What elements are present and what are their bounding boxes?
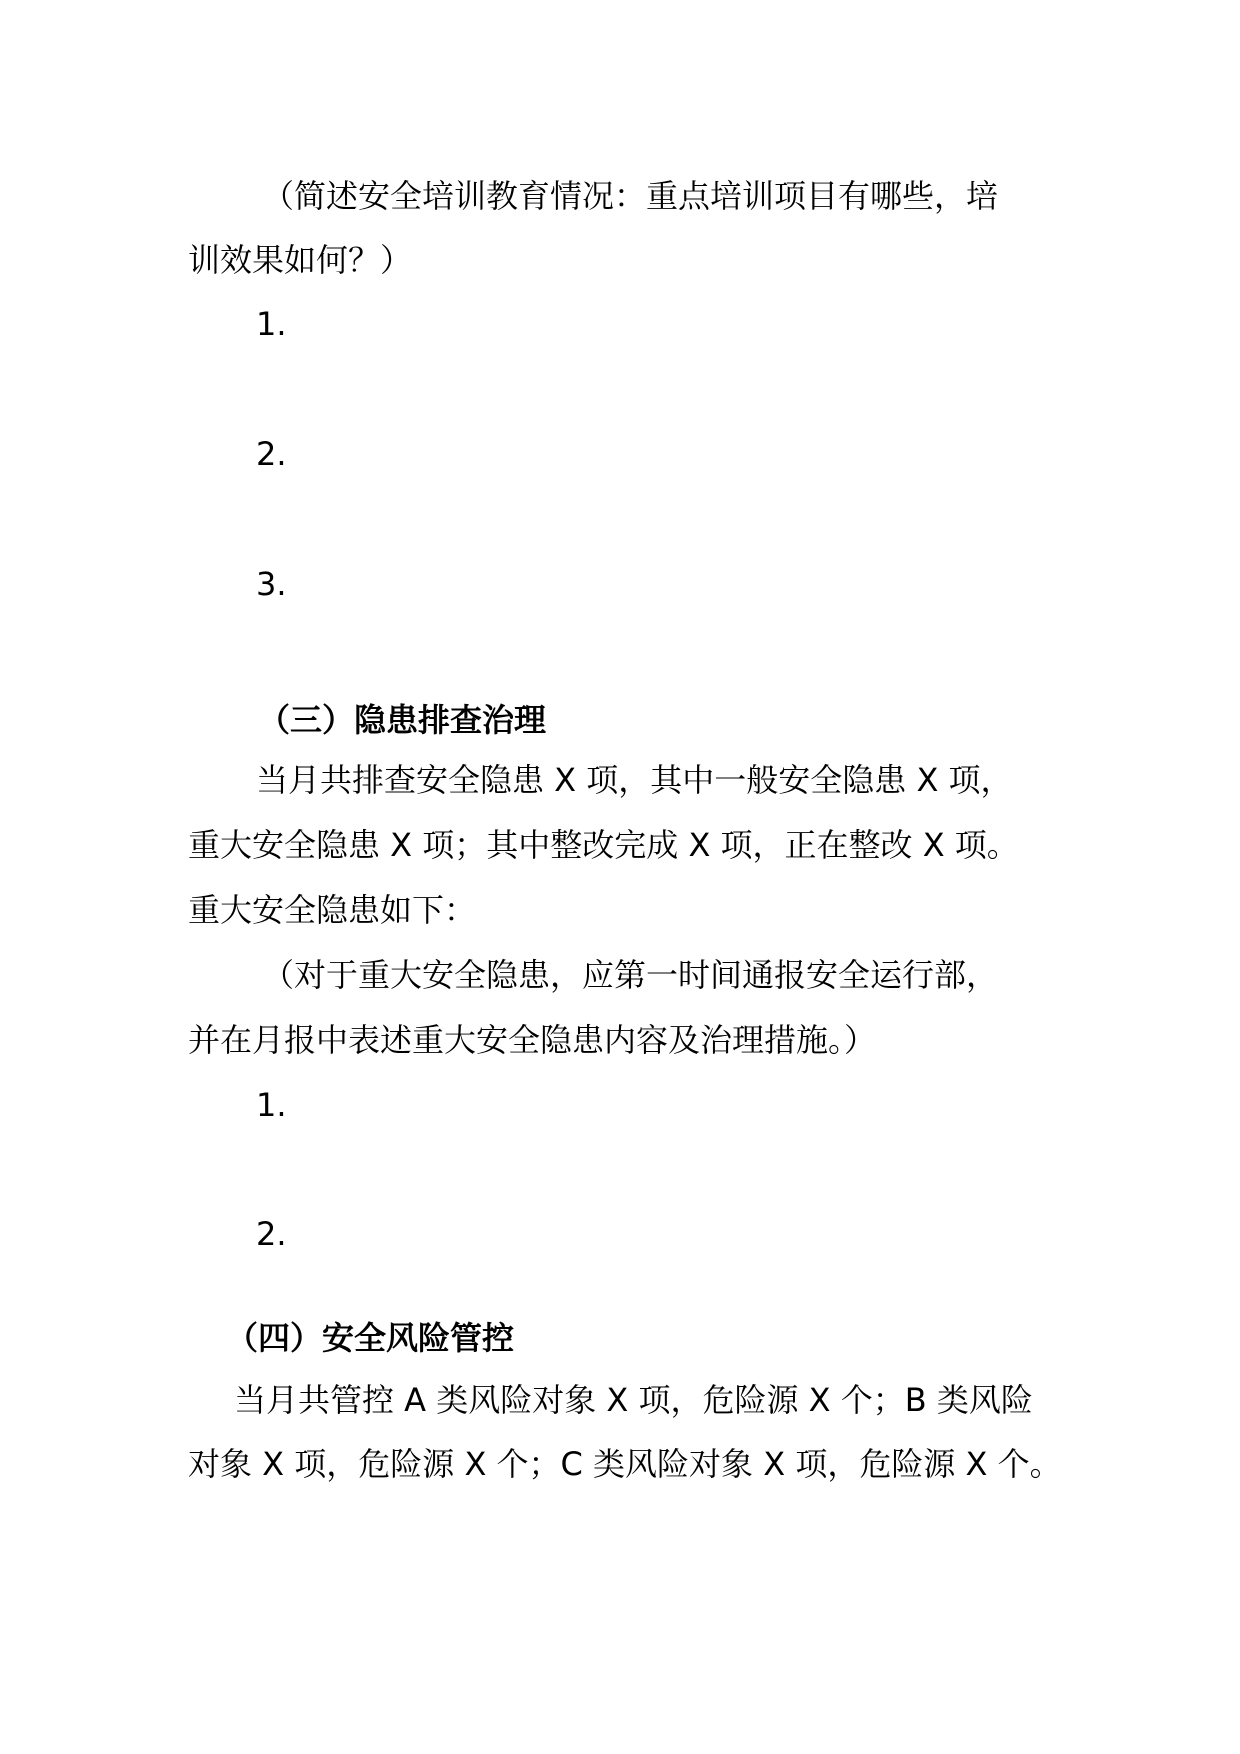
training-item-3: 3. — [256, 565, 287, 603]
risk-paragraph-line-1: 当月共管控 A 类风险对象 X 项，危险源 X 个；B 类风险 — [234, 1381, 1033, 1419]
hazards-heading: （三）隐患排查治理 — [258, 701, 547, 739]
risk-heading: （四）安全风险管控 — [226, 1319, 515, 1357]
training-item-2: 2. — [256, 435, 287, 473]
risk-paragraph-line-2: 对象 X 项，危险源 X 个；C 类风险对象 X 项，危险源 X 个。 — [188, 1445, 1062, 1483]
training-note-line-2: 训效果如何？） — [188, 241, 413, 279]
hazards-paragraph-line-2: 重大安全隐患 X 项；其中整改完成 X 项，正在整改 X 项。 — [188, 826, 1019, 864]
training-note-line-1: （简述安全培训教育情况：重点培训项目有哪些，培 — [262, 177, 999, 215]
hazards-paragraph-line-3: 重大安全隐患如下： — [188, 891, 477, 929]
training-item-1: 1. — [256, 305, 287, 343]
hazards-paragraph-line-1: 当月共排查安全隐患 X 项，其中一般安全隐患 X 项， — [256, 761, 1013, 799]
hazards-note-line-1: （对于重大安全隐患，应第一时间通报安全运行部， — [262, 956, 999, 994]
hazards-item-2: 2. — [256, 1215, 287, 1253]
hazards-note-line-2: 并在月报中表述重大安全隐患内容及治理措施。） — [188, 1021, 877, 1059]
hazards-item-1: 1. — [256, 1086, 287, 1124]
